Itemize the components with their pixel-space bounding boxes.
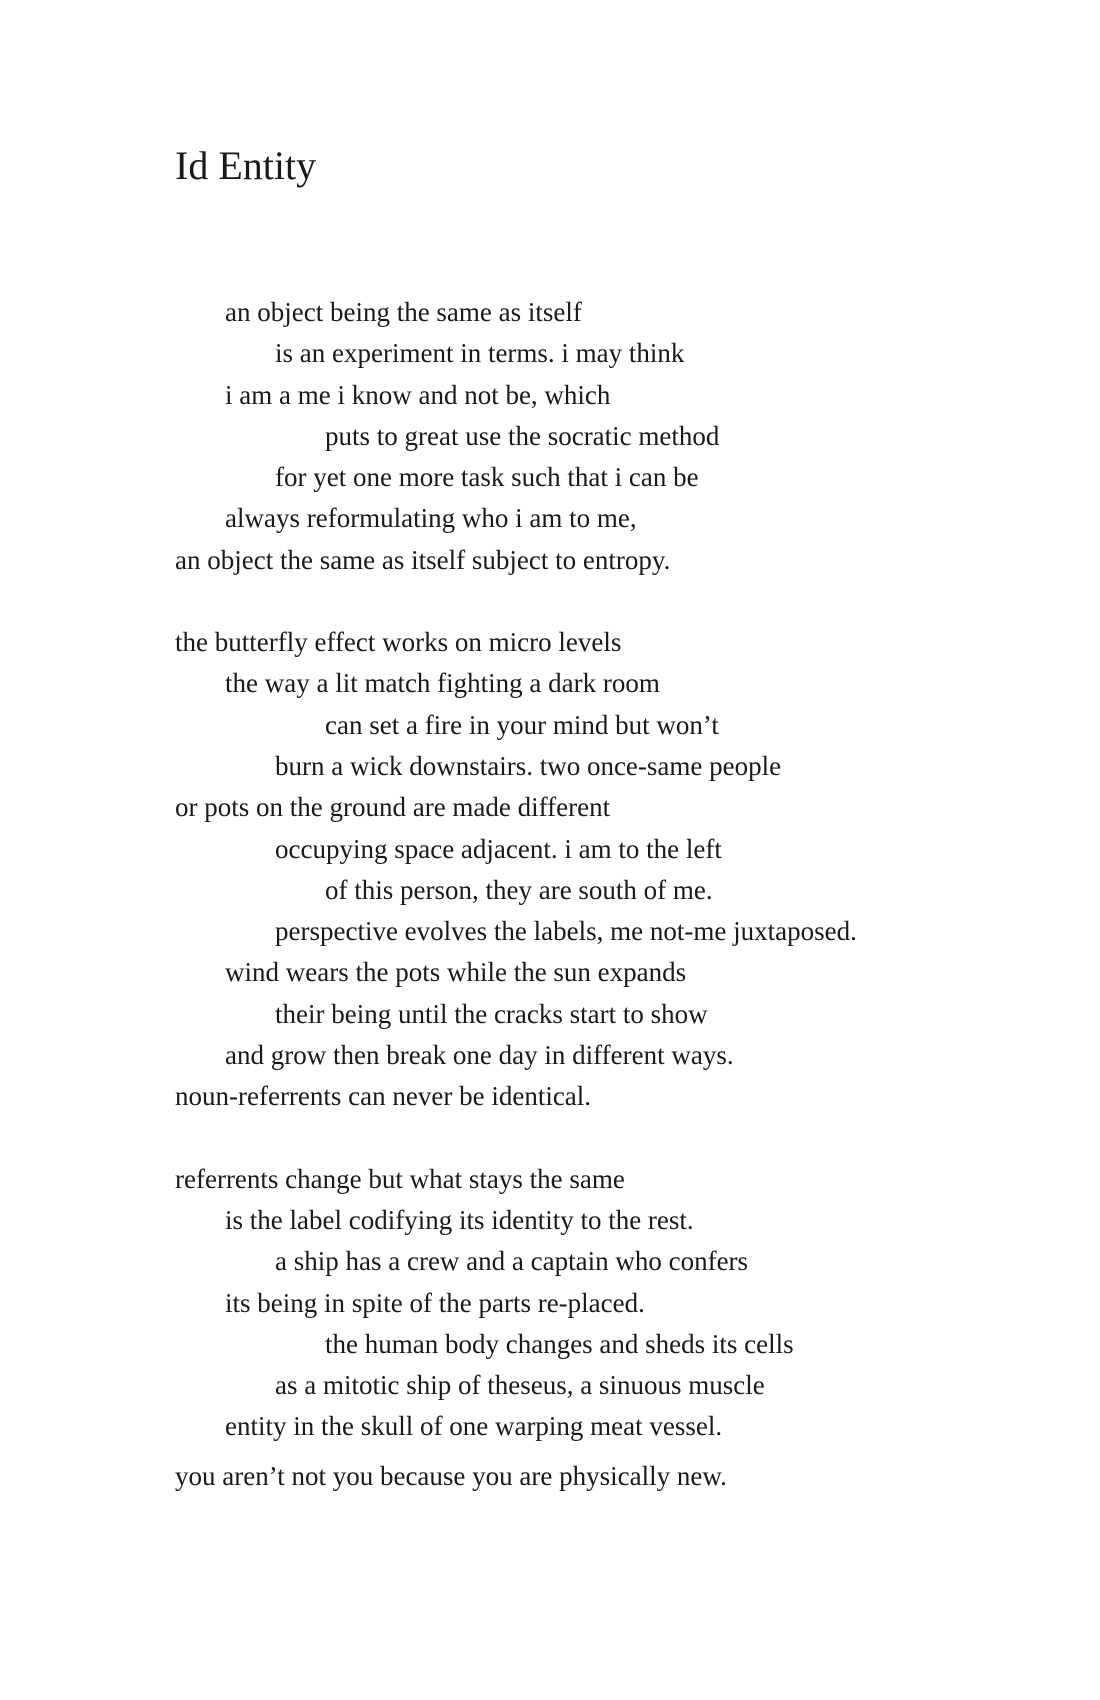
- poem-line: i am a me i know and not be, which: [225, 379, 611, 410]
- poem-line: the way a lit match fighting a dark room: [225, 668, 660, 699]
- poem-line: its being in spite of the parts re-placed.: [225, 1287, 645, 1318]
- poem-line: the butterfly effect works on micro levels: [175, 627, 622, 658]
- poem-line: is the label codifying its identity to the rest.: [225, 1204, 694, 1235]
- poem-line: is an experiment in terms. i may think: [275, 338, 685, 369]
- poem-line: an object being the same as itself: [225, 297, 582, 327]
- poem-line: referrents change but what stays the same: [175, 1163, 625, 1194]
- poem-line: their being until the cracks start to show: [275, 998, 708, 1029]
- poem-line: puts to great use the socratic method: [325, 420, 720, 451]
- poem-line: as a mitotic ship of theseus, a sinuous muscle: [275, 1370, 765, 1401]
- poem-line: and grow then break one day in different ways.: [225, 1040, 734, 1071]
- poem-line: the human body changes and sheds its cells: [325, 1328, 794, 1359]
- poem-line: perspective evolves the labels, me not-me juxtaposed.: [275, 916, 857, 947]
- poem-line: a ship has a crew and a captain who confers: [275, 1246, 749, 1277]
- poem-line: occupying space adjacent. i am to the left: [275, 833, 722, 864]
- poem-line: for yet one more task such that i can be: [275, 462, 699, 493]
- poem-line: an object the same as itself subject to entropy.: [175, 544, 671, 575]
- poem-line: or pots on the ground are made different: [175, 792, 611, 823]
- poem-line: always reformulating who i am to me,: [225, 503, 637, 534]
- poem-line: wind wears the pots while the sun expands: [225, 957, 687, 988]
- poem-line: can set a fire in your mind but won’t: [325, 709, 719, 740]
- poem-line: noun-referrents can never be identical.: [175, 1081, 592, 1112]
- poem-body: [175, 292, 1035, 1448]
- poem-line: entity in the skull of one warping meat vessel.: [225, 1411, 723, 1442]
- poem-line: burn a wick downstairs. two once-same people: [275, 750, 782, 781]
- poem-final-line: you aren’t not you because you are physically new.: [175, 1461, 727, 1491]
- poem-title: Id Entity: [175, 143, 317, 188]
- stanza-3: [175, 1159, 1035, 1448]
- stanza-2: [175, 622, 1035, 1118]
- poem-line: of this person, they are south of me.: [325, 874, 713, 905]
- stanza-1: [175, 292, 1035, 581]
